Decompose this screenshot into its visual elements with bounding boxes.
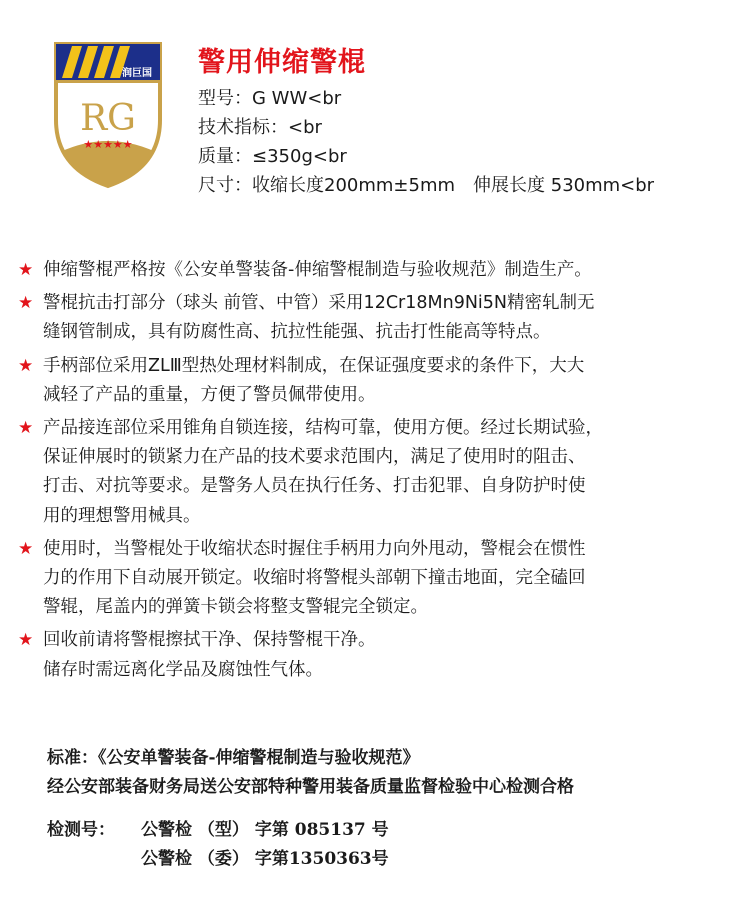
shield-logo-icon bbox=[52, 40, 164, 190]
feature-line: 打击、对抗等要求。是警务人员在执行任务、打击犯罪、自身防护时使 bbox=[43, 476, 586, 497]
brand-logo bbox=[52, 40, 164, 190]
feature-line: 保证伸展时的锁紧力在产品的技术要求范围内，满足了使用时的阻击、 bbox=[43, 447, 586, 468]
logo-stars-icon: ★★★★★ bbox=[83, 138, 133, 151]
feature-item bbox=[18, 414, 746, 531]
logo-brand-text: 润巨国 bbox=[122, 68, 152, 79]
feature-item bbox=[18, 352, 746, 410]
certification-text: 经公安部装备财务局送公安部特种警用装备质量监督检验中心检测合格 bbox=[47, 777, 574, 797]
star-icon: ★ bbox=[18, 293, 34, 314]
feature-line: 产品接连部位采用锥角自锁连接，结构可靠，使用方便。经过长期试验， bbox=[43, 418, 603, 439]
standard-row bbox=[47, 744, 574, 773]
test-number: 公警检 （委） 字第1350363号 bbox=[141, 849, 389, 869]
standard-label: 标准： bbox=[47, 748, 98, 768]
star-icon: ★ bbox=[18, 630, 34, 651]
spec-weight: 质量：≤350g<br bbox=[198, 146, 347, 167]
feature-line: 警辊，尾盖内的弹簧卡锁会将整支警辊完全锁定。 bbox=[43, 597, 428, 618]
test-number-row bbox=[47, 845, 574, 874]
feature-line: 手柄部位采用ZLⅢ型热处理材料制成，在保证强度要求的条件下，大大 bbox=[43, 355, 585, 376]
spec-technical: 技术指标：<br bbox=[198, 117, 322, 138]
feature-item bbox=[18, 535, 746, 623]
feature-item bbox=[18, 626, 746, 684]
feature-line: 减轻了产品的重量，方便了警员佩带使用。 bbox=[43, 384, 376, 405]
spec-list bbox=[198, 84, 654, 200]
star-icon: ★ bbox=[18, 418, 34, 439]
star-icon: ★ bbox=[18, 260, 34, 280]
feature-line: 使用时，当警棍处于收缩状态时握住手柄用力向外甩动，警棍会在惯性 bbox=[43, 538, 586, 559]
test-number: 公警检 （型） 字第 085137 号 bbox=[141, 820, 389, 840]
test-number-row bbox=[47, 816, 574, 845]
spec-size: 尺寸：收缩长度200mm±5mm 伸展长度 530mm<br bbox=[198, 175, 655, 196]
feature-line: 力的作用下自动展开锁定。收缩时将警棍头部朝下撞击地面，完全磕回 bbox=[43, 568, 586, 589]
feature-list bbox=[18, 256, 746, 689]
standard-value: 《公安单警装备-伸缩警棍制造与验收规范》 bbox=[98, 748, 420, 768]
feature-line: 伸缩警棍严格按《公安单警装备-伸缩警棍制造与验收规范》制造生产。 bbox=[43, 260, 592, 280]
test-label: 检测号： bbox=[47, 820, 115, 840]
feature-item bbox=[18, 256, 746, 285]
product-title: 警用伸缩警棍 bbox=[198, 47, 366, 78]
logo-monogram: RG bbox=[80, 98, 136, 139]
spec-model: 型号：G WW<br bbox=[198, 88, 342, 109]
feature-line: 储存时需远离化学品及腐蚀性气体。 bbox=[43, 659, 323, 680]
feature-line: 用的理想警用械具。 bbox=[43, 505, 201, 526]
feature-line: 回收前请将警棍擦拭干净、保持警棍干净。 bbox=[43, 630, 376, 651]
feature-line: 警棍抗击打部分（球头 前管、中管）采用12Cr18Mn9Ni5N精密轧制无 bbox=[43, 293, 595, 314]
star-icon: ★ bbox=[18, 538, 34, 559]
certification-block bbox=[47, 744, 574, 874]
feature-line: 缝钢管制成，具有防腐性高、抗拉性能强、抗击打性能高等特点。 bbox=[43, 322, 551, 343]
feature-item bbox=[18, 289, 746, 347]
star-icon: ★ bbox=[18, 355, 34, 376]
